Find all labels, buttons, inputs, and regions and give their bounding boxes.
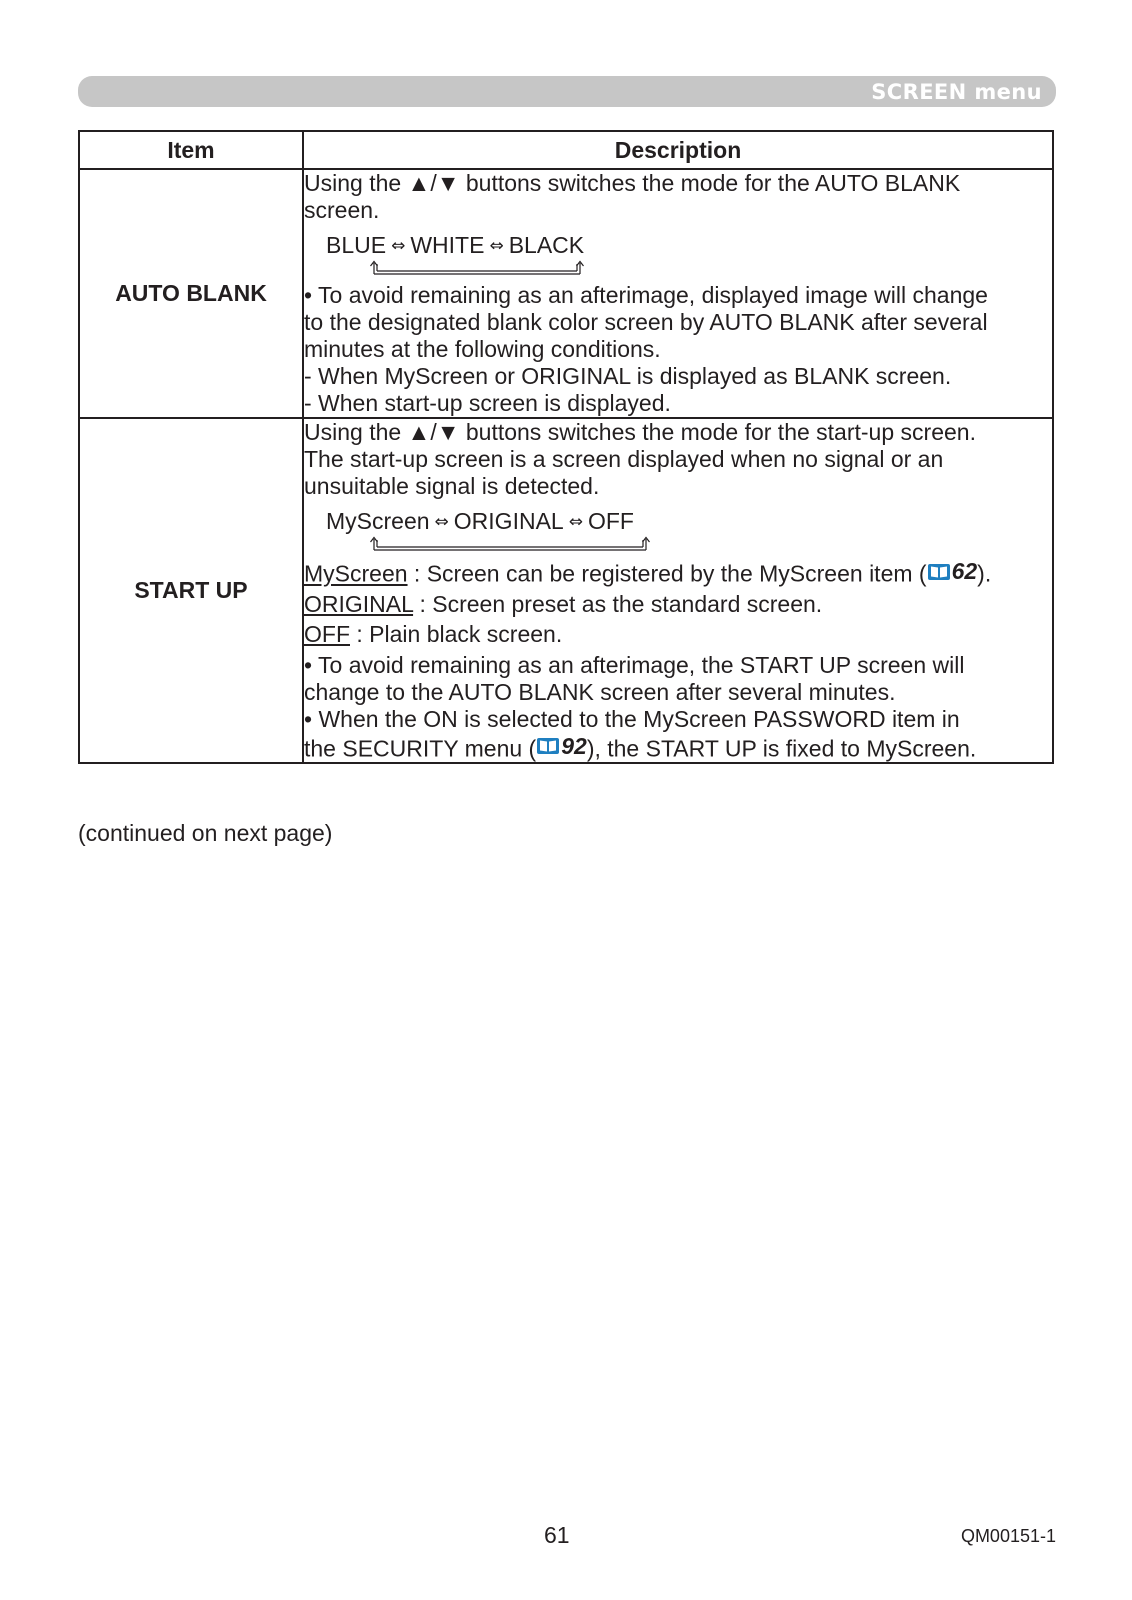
note-line-security bbox=[304, 733, 1052, 763]
intro-line: screen. bbox=[304, 197, 380, 223]
note-text: the SECURITY menu ( bbox=[304, 735, 537, 761]
definition-text: : Screen can be registered by the MyScreen item ( bbox=[407, 560, 927, 587]
definition-original bbox=[304, 591, 1052, 618]
column-header-description: Description bbox=[303, 131, 1053, 169]
continued-note: (continued on next page) bbox=[78, 820, 333, 846]
cycle-option: ORIGINAL bbox=[453, 508, 564, 534]
note-line: • When the ON is selected to the MyScreen PASSWORD item in bbox=[304, 705, 960, 732]
double-arrow-icon: ⇔ bbox=[568, 512, 583, 532]
cycle-option: BLACK bbox=[508, 232, 585, 258]
table-row-auto-blank bbox=[79, 169, 1053, 418]
cycle-option: BLUE bbox=[326, 232, 387, 258]
note-line: change to the AUTO BLANK screen after several minutes. bbox=[304, 678, 896, 705]
note-line: minutes at the following conditions. bbox=[304, 336, 661, 362]
note-line: - When start-up screen is displayed. bbox=[304, 390, 671, 416]
loop-arrow-icon bbox=[370, 536, 650, 552]
definition-off bbox=[304, 621, 1052, 648]
section-header-bar bbox=[78, 76, 1056, 107]
note-line: • To avoid remaining as an afterimage, the START UP screen will bbox=[304, 651, 965, 678]
double-arrow-icon: ⇔ bbox=[434, 512, 449, 532]
loop-arrow-icon bbox=[370, 260, 584, 276]
definition-text: : Screen preset as the standard screen. bbox=[413, 590, 823, 617]
intro-line: unsuitable signal is detected. bbox=[304, 473, 600, 499]
term-label: ORIGINAL bbox=[304, 590, 414, 617]
note-line: - When MyScreen or ORIGINAL is displayed as BLANK screen. bbox=[304, 363, 952, 389]
page-number: 61 bbox=[544, 1522, 570, 1548]
reference-page: 62 bbox=[951, 558, 978, 584]
description-start-up bbox=[303, 418, 1053, 763]
cycle-option: OFF bbox=[587, 508, 634, 534]
definition-myscreen bbox=[304, 558, 1052, 588]
intro-line: Using the ▲/▼ buttons switches the mode for the start-up screen. bbox=[304, 419, 976, 445]
mode-cycle bbox=[326, 507, 1052, 538]
item-name-start-up: START UP bbox=[79, 418, 303, 763]
menu-items-table bbox=[78, 130, 1054, 764]
section-title: SCREEN menu bbox=[871, 80, 1042, 104]
cycle-option: MyScreen bbox=[326, 508, 430, 534]
table-row-start-up bbox=[79, 418, 1053, 763]
term-label: OFF bbox=[304, 620, 350, 647]
cycle-option: WHITE bbox=[410, 232, 485, 258]
page-reference[interactable] bbox=[536, 733, 587, 760]
double-arrow-icon: ⇔ bbox=[391, 236, 406, 256]
description-auto-blank bbox=[303, 169, 1053, 418]
term-label: MyScreen bbox=[304, 560, 408, 587]
note-text-end: ), the START UP is fixed to MyScreen. bbox=[586, 735, 977, 761]
column-header-item: Item bbox=[79, 131, 303, 169]
double-arrow-icon: ⇔ bbox=[489, 236, 504, 256]
intro-line: Using the ▲/▼ buttons switches the mode for the AUTO BLANK bbox=[304, 170, 961, 196]
note-line: • To avoid remaining as an afterimage, displayed image will change bbox=[304, 282, 988, 308]
page-reference[interactable] bbox=[927, 558, 978, 585]
table-header-row bbox=[79, 131, 1053, 169]
mode-cycle bbox=[326, 231, 1052, 262]
note-line: to the designated blank color screen by AUTO BLANK after several bbox=[304, 309, 988, 335]
document-code: QM00151-1 bbox=[960, 1526, 1056, 1546]
reference-page: 92 bbox=[561, 732, 587, 759]
item-name-auto-blank: AUTO BLANK bbox=[79, 169, 303, 418]
definition-text: : Plain black screen. bbox=[350, 620, 563, 647]
intro-line: The start-up screen is a screen displayed when no signal or an bbox=[304, 446, 944, 472]
book-icon bbox=[536, 736, 560, 756]
definition-text-end: ). bbox=[977, 560, 992, 587]
book-icon bbox=[927, 562, 951, 582]
